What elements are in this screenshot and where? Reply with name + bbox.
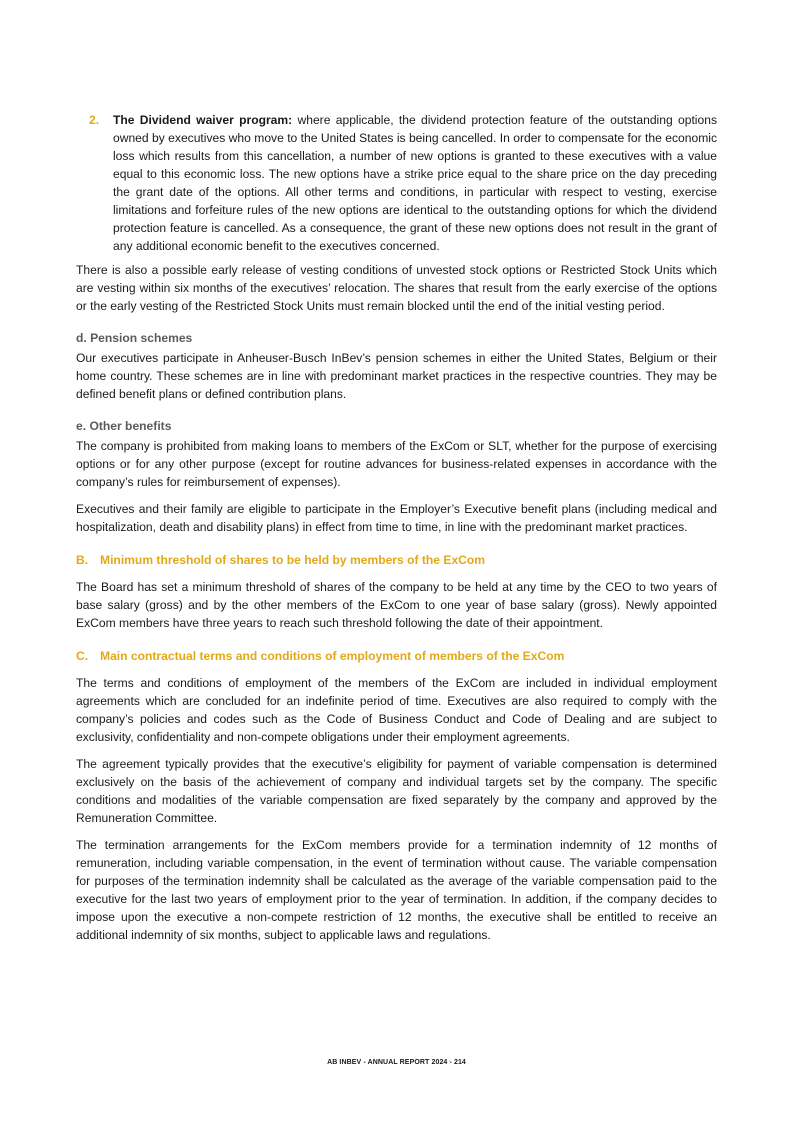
section-c-letter: C. xyxy=(76,649,89,663)
loans-paragraph: The company is prohibited from making loans to members of the ExCom or SLT, whether for the purpose of exercising options or for any other purpose (except for routine advances for business-related expenses in accordance with the company’s rules for reimbursement of expenses). xyxy=(76,439,717,489)
section-c-heading xyxy=(76,647,717,665)
pension-schemes-paragraph: Our executives participate in Anheuser-Busch InBev’s pension schemes in either the United States, Belgium or their home country. These schemes are in line with predominant market practices in the respective countries. They may be defined benefit plans or defined contribution plans. xyxy=(76,351,717,401)
section-c-title: Main contractual terms and conditions of employment of members of the ExCom xyxy=(100,649,565,663)
document-body xyxy=(76,111,717,953)
list-item-dividend-waiver xyxy=(76,111,717,255)
termination-arrangements-paragraph: The termination arrangements for the ExCom members provide for a termination indemnity of 12 months of remuneration, including variable compensation, in the event of termination without cause. The variable compensation for purposes of the termination indemnity shall be calculated as the average of the variable compensation paid to the executive for the last two years of employment prior to the year of termination. In addition, if the company decides to impose upon the executive a non-compete restriction of 12 months, the executive shall be entitled to receive an additional indemnity of six months, subject to applicable laws and regulations. xyxy=(76,838,717,942)
employment-agreements-paragraph: The terms and conditions of employment of the members of the ExCom are included in individual employment agreements which are concluded for an indefinite period of time. Executives are also required to comply with the company’s policies and codes such as the Code of Business Conduct and Code of Dealing and are subject to exclusivity, confidentiality and non-compete obligations under their employment agreements. xyxy=(76,676,717,744)
section-b-heading xyxy=(76,551,717,569)
list-number: 2. xyxy=(89,113,100,127)
list-lead-text: The Dividend waiver program: xyxy=(113,113,293,127)
list-body xyxy=(113,111,717,255)
section-b-title: Minimum threshold of shares to be held by members of the ExCom xyxy=(100,553,486,567)
variable-compensation-paragraph: The agreement typically provides that the executive’s eligibility for payment of variable compensation is determined exclusively on the basis of the achievement of company and individual targets set by the company. The specific conditions and modalities of the variable compensation are fixed separately by the company and approved by the Remuneration Committee. xyxy=(76,757,717,825)
page-footer: AB INBEV - ANNUAL REPORT 2024 - 214 xyxy=(327,1059,466,1066)
list-text: where applicable, the dividend protection feature of the outstanding options owned by executives who move to the United States is being cancelled. In order to compensate for the economic loss which results from this cancellation, a number of new options is granted to these executives with a value equal to this economic loss. The new options have a strike price equal to the share price on the day preceding the grant date of the options. All other terms and conditions, in particular with respect to vesting, exercise limitations and forfeiture rules of the new options are identical to the outstanding options for which the dividend protection feature is cancelled. As a consequence, the grant of these new options does not result in the grant of any additional economic benefit to the executives concerned. xyxy=(113,113,717,253)
minimum-threshold-paragraph: The Board has set a minimum threshold of shares of the company to be held at any time by the CEO to two years of base salary (gross) and by the other members of the ExCom to one year of base salary (gross). Newly appointed ExCom members have three years to reach such threshold following the date of their appointment. xyxy=(76,580,717,630)
pension-schemes-heading: d. Pension schemes xyxy=(76,331,193,345)
early-release-paragraph: There is also a possible early release of vesting conditions of unvested stock options or Restricted Stock Units which are vesting within six months of the executives’ relocation. The shares that result from the early exercise of the options or the early vesting of the Restricted Stock Units must remain blocked until the end of the initial vesting period. xyxy=(76,263,717,313)
section-b-letter: B. xyxy=(76,553,89,567)
other-benefits-heading: e. Other benefits xyxy=(76,419,172,433)
benefit-plans-paragraph: Executives and their family are eligible to participate in the Employer’s Executive benefit plans (including medical and hospitalization, death and disability plans) in effect from time to time, in line with the predominant market practices. xyxy=(76,502,717,534)
